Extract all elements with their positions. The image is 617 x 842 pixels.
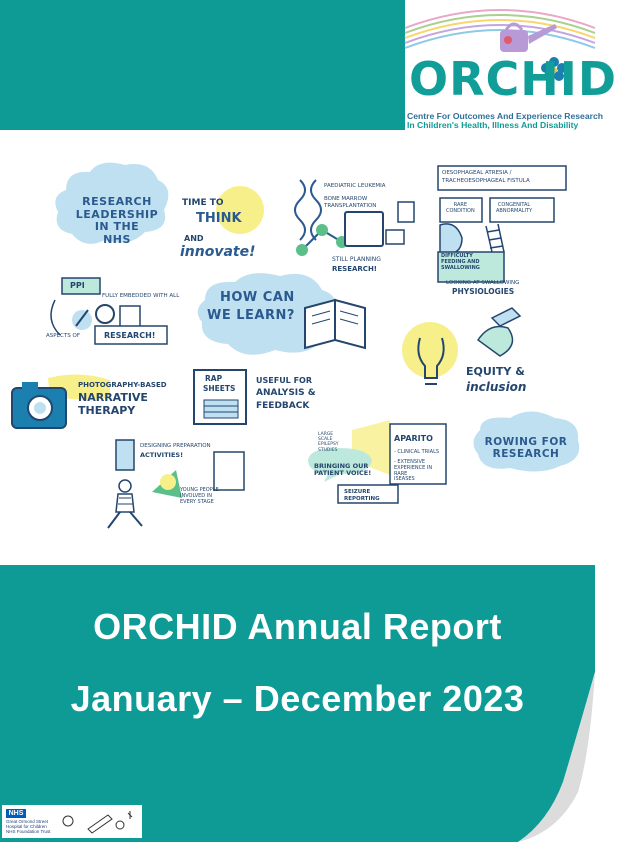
seizure-text: SEIZURE [344, 489, 371, 495]
rare-condition-text: RARE CONDITION [446, 202, 475, 214]
report-title-line1: ORCHID Annual Report [93, 606, 502, 647]
oesophageal-line2: TRACHEOESOPHAGEAL FISTULA [442, 178, 530, 184]
inclusion-text: inclusion [466, 380, 527, 394]
logo-wordmark: ORCHID [409, 52, 617, 106]
page-curl-shape [518, 672, 595, 842]
gosh-logo [2, 805, 142, 838]
running-person-icon [108, 480, 142, 528]
activities-text: ACTIVITIES! [140, 451, 184, 459]
bone-marrow-text: BONE MARROW [324, 196, 368, 202]
oesophageal-line1: OESOPHAGEAL ATRESIA / [442, 170, 512, 176]
difficulty-text: DIFFICULTY FEEDING AND SWALLOWING [441, 253, 480, 271]
camera-icon [12, 382, 66, 428]
designing-text: DESIGNING PREPARATION [140, 443, 211, 449]
child-head-shape [440, 224, 462, 254]
innovate-text: innovate! [180, 244, 256, 260]
photography-text: PHOTOGRAPHY-BASED [78, 381, 167, 389]
large-scale-text: LARGE SCALE EPILEPSY STUDIES [318, 432, 339, 453]
narrative-text: NARRATIVE [78, 391, 148, 404]
open-book-icon [305, 300, 365, 348]
ladder-icon [486, 224, 504, 252]
extensive-text: - EXTENSIVE EXPERIENCE IN RARE ISEASES [394, 459, 433, 483]
how-can-text: HOW CAN [220, 290, 295, 305]
physiologies-text: PHYSIOLOGIES [452, 287, 515, 296]
checklist-icon [116, 440, 134, 470]
hospital-name: Great Ormond Street Hospital for Children NHS Foundation Trust [6, 819, 51, 834]
rowing-text: ROWING FOR RESEARCH [484, 436, 568, 461]
hands-plant-icon [478, 308, 520, 356]
paediatric-leukemia-text: PAEDIATRIC LEUKEMIA [324, 183, 386, 189]
therapy-text: THERAPY [78, 404, 136, 417]
rocket-doodle-icon [58, 807, 138, 837]
think-text: THINK [196, 211, 242, 226]
aparito-text: APARITO [394, 434, 433, 443]
transplantation-text: TRANSPLANTATION [324, 203, 377, 209]
consent-form-icon [214, 452, 244, 490]
research-leadership-text: RESEARCH LEADERSHIP IN THE NHS [75, 195, 159, 246]
useful-for-text: USEFUL FOR [256, 376, 312, 385]
bringing-text: BRINGING OUR PATIENT VOICE! [314, 462, 372, 478]
equity-lightbulb-shape [402, 322, 458, 378]
orchid-logo [405, 0, 617, 130]
looking-at-text: LOOKING AT SWALLOWING [446, 280, 520, 286]
young-people-text: YOUNG PEOPLE INVOLVED IN EVERY STAGE [180, 487, 219, 505]
document-small-icon [398, 202, 414, 222]
sheets-text: SHEETS [203, 384, 236, 393]
arrow-shape [51, 300, 60, 335]
analysis-text: ANALYSIS & [256, 388, 316, 398]
time-to-text: TIME TO [182, 198, 224, 208]
report-title-line2: January – December 2023 [70, 678, 525, 719]
header-teal-band [0, 0, 405, 130]
reporting-text: REPORTING [344, 496, 380, 502]
logo-subtitle-line2: In Children's Health, Illness And Disability [407, 120, 579, 130]
microscope-icon [72, 310, 92, 330]
aspects-of-text: ASPECTS OF [46, 333, 80, 339]
feedback-text: FEEDBACK [256, 401, 310, 411]
still-planning-text: STILL PLANNING [332, 256, 381, 263]
we-learn-text: WE LEARN? [207, 308, 295, 323]
equity-text: EQUITY & [466, 365, 525, 378]
nhs-badge: NHS [6, 809, 26, 818]
clinical-trials-text: - CLINICAL TRIALS [394, 449, 440, 455]
fully-embedded-text: FULLY EMBEDDED WITH ALL [102, 293, 180, 299]
magnifier-icon [96, 305, 114, 323]
still-planning-research-text: RESEARCH! [332, 265, 377, 273]
shapes-circle [160, 474, 176, 490]
ppi-research-text: RESEARCH! [104, 331, 156, 340]
document-icon [345, 212, 383, 246]
logo-subtitle-line1: Centre For Outcomes And Experience Research [407, 111, 603, 121]
molecule-icon [296, 224, 348, 256]
watering-can-icon [500, 24, 557, 52]
document-small-icon-2 [386, 230, 404, 244]
ppi-text: PPI [70, 281, 85, 290]
and-text: AND [184, 234, 204, 243]
rap-text: RAP [205, 374, 223, 383]
congenital-text: CONGENITAL ABNORMALITY [496, 202, 533, 214]
